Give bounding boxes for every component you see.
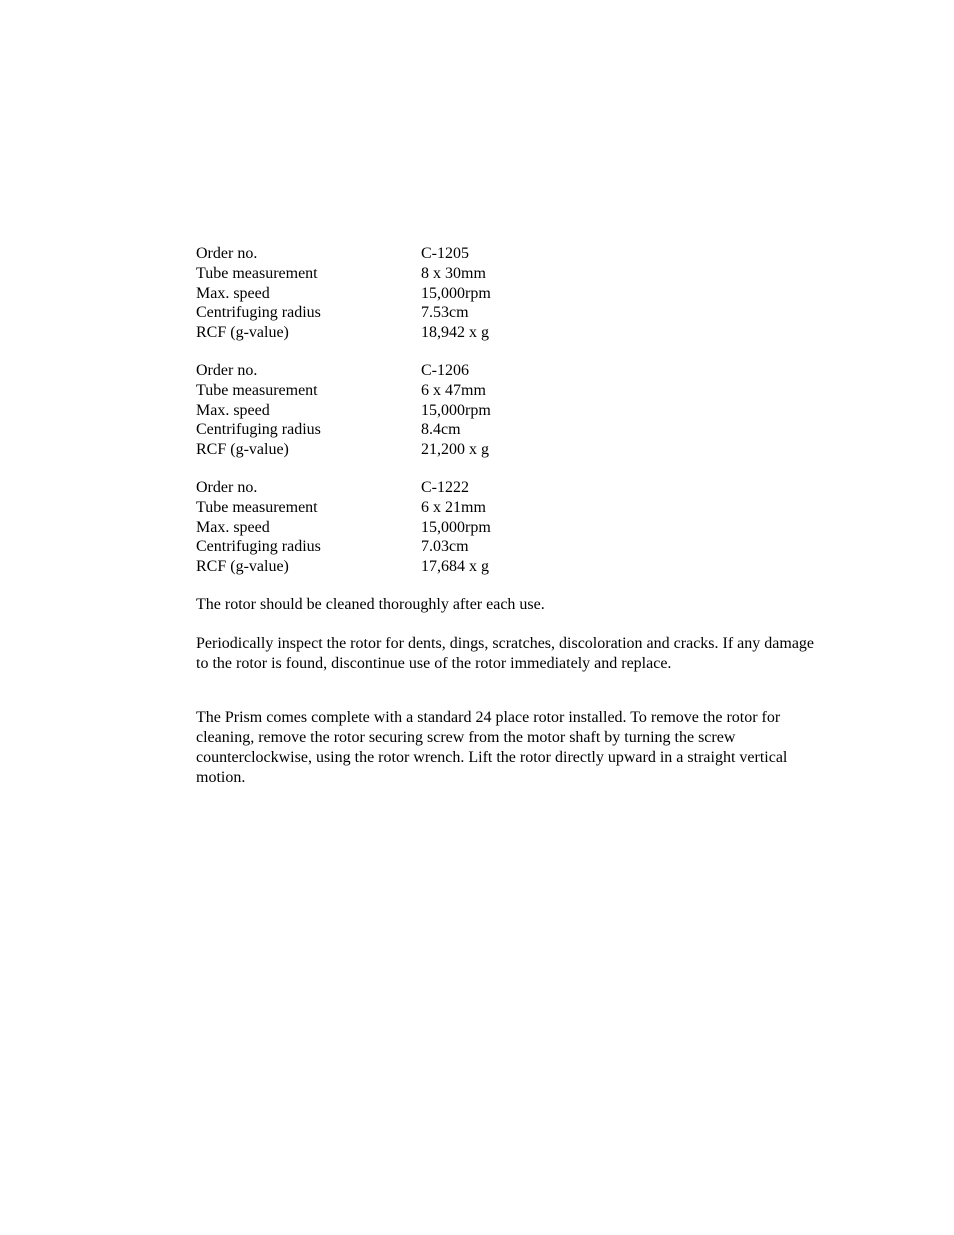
spec-value: 7.03cm <box>421 538 469 556</box>
spec-row-centrifuging-radius <box>196 303 816 323</box>
spec-label: Centrifuging radius <box>196 421 321 439</box>
spec-value: C-1205 <box>421 245 469 262</box>
rotor-spec-block-c1222 <box>196 478 816 577</box>
spec-row-centrifuging-radius <box>196 420 816 440</box>
rotor-spec-block-c1205 <box>196 244 816 343</box>
spec-row-rcf <box>196 557 816 577</box>
spec-label: Order no. <box>196 245 258 262</box>
spec-value: 8.4cm <box>421 421 461 439</box>
spec-value: 15,000rpm <box>421 284 491 302</box>
spec-row-order-no <box>196 478 816 498</box>
spec-label: Max. speed <box>196 284 270 302</box>
spec-label: Centrifuging radius <box>196 304 321 322</box>
spec-value: 18,942 x g <box>421 324 489 342</box>
spec-label: Order no. <box>196 361 258 379</box>
spec-row-max-speed <box>196 401 816 421</box>
spec-label: RCF (g-value) <box>196 441 289 459</box>
rotor-spec-block-c1206 <box>196 361 816 460</box>
spec-label: Order no. <box>196 478 258 496</box>
spec-row-tube-measurement <box>196 498 816 518</box>
spec-value: 7.53cm <box>421 304 469 322</box>
spec-value: C-1206 <box>421 361 469 379</box>
spec-label: Tube measurement <box>196 498 318 516</box>
spec-label: RCF (g-value) <box>196 558 289 576</box>
spec-value: C-1222 <box>421 478 469 496</box>
spec-value: 21,200 x g <box>421 441 489 459</box>
spec-value: 8 x 30mm <box>421 264 486 282</box>
spec-value: 17,684 x g <box>421 558 489 576</box>
spec-value: 6 x 47mm <box>421 381 486 399</box>
inspection-paragraph: Periodically inspect the rotor for dents, dings, scratches, discoloration and cracks. If any damage to the rotor is found, discontinue use of the rotor immediately and replace. <box>196 634 815 672</box>
spec-row-tube-measurement <box>196 381 816 401</box>
spec-label: Tube measurement <box>196 264 318 282</box>
spec-label: Max. speed <box>196 401 270 419</box>
spec-row-rcf <box>196 440 816 460</box>
spec-label: Centrifuging radius <box>196 538 321 556</box>
document-body <box>196 244 816 788</box>
spec-value: 15,000rpm <box>421 518 491 536</box>
spec-row-max-speed <box>196 284 816 304</box>
spec-row-max-speed <box>196 518 816 538</box>
spec-row-order-no <box>196 244 816 264</box>
spec-row-order-no <box>196 361 816 381</box>
spec-row-tube-measurement <box>196 264 816 284</box>
spec-value: 6 x 21mm <box>421 498 486 516</box>
rotor-removal-paragraph: The Prism comes complete with a standard 24 place rotor installed. To remove the rotor for cleaning, remove the rotor securing screw from the motor shaft by turning the screw counterclockwise, using the rotor wrench. Lift the rotor directly upward in a straight vertical motion. <box>196 709 788 786</box>
cleaning-paragraph: The rotor should be cleaned thoroughly after each use. <box>196 595 545 613</box>
spec-label: RCF (g-value) <box>196 324 289 342</box>
spec-label: Max. speed <box>196 518 270 536</box>
spec-value: 15,000rpm <box>421 401 491 419</box>
spec-row-rcf <box>196 323 816 343</box>
spec-row-centrifuging-radius <box>196 537 816 557</box>
spec-label: Tube measurement <box>196 381 318 399</box>
